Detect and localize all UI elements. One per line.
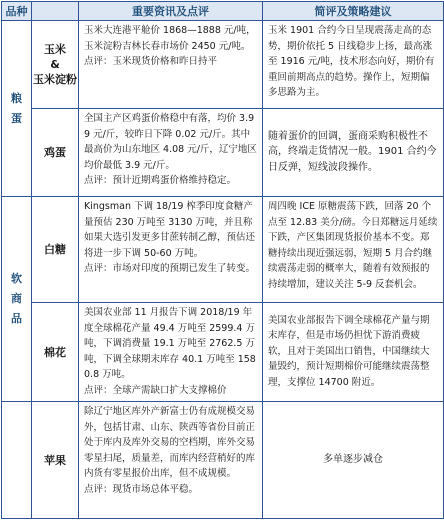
news-apple: 除辽宁地区库外产新富士仍有成规模交易外，包括甘肃、山东、陕西等省份目前正处于库内及库外交易的空档期，库外交易零星扫尾，质量差，而库内经营稍好的库内货有零星报价出库，但不成规模。 点评：现货市场总体平稳。 xyxy=(79,402,263,519)
strategy-corn: 玉米 1901 合约今日呈现震荡走高的态势，期价依托 5 日线稳步上扬，最高涨至 1916 元/吨，技术形态向好，期价有重回前期高点的趋势。操作上，短期偏多思路为主。 xyxy=(263,21,444,109)
table-row xyxy=(2,303,444,402)
strategy-cotton: 美国农业部报告下调全球棉花产量与期末库存，但是市场仍担忧下游消费疲软，且对于美国出口销售，中国继续大量毁约，预计短期棉价可能继续震荡整理，支撑位 14700 附近。 xyxy=(263,303,444,402)
header-news: 重要资讯及点评 xyxy=(79,2,263,21)
header-row xyxy=(2,2,444,21)
header-strategy: 简评及策略建议 xyxy=(263,2,444,21)
variety-corn: 玉米 & 玉米淀粉 xyxy=(32,21,79,109)
strategy-sugar: 周四晚 ICE 原糖震荡下跌，回落 20 个点至 12.83 美分/磅。今日郑糖远月延续下跌，产区集团现货报价基本不变。郑糖持续出现近强远弱，短期 5 月合约继续震荡走弱的概率大，随着有效预报的持续增加，建议关注 5-9 反套机会。 xyxy=(263,197,444,303)
header-category: 品种 xyxy=(2,2,32,21)
strategy-apple: 多单逐步减仓 xyxy=(263,402,444,519)
header-variety-blank xyxy=(32,2,79,21)
news-cotton: 美国农业部 11 月报告下调 2018/19 年度全球棉花产量 49.4 万吨至 2599.4 万吨，下调消费量 19.1 万吨至 2762.5 万吨，下调全球期末库存 40.1 万吨至 1580.8 万吨。 点评：全球产需缺口扩大支撑棉价 xyxy=(79,303,263,402)
table-row xyxy=(2,109,444,197)
table-row xyxy=(2,197,444,303)
strategy-egg: 随着蛋价的回调，蛋商采购积极性不高，终端走货情况一般。1901 合约今日反弹，短线波段操作。 xyxy=(263,109,444,197)
news-sugar: Kingsman 下调 18/19 榨季印度食糖产量预估 230 万吨至 3130 万吨，并且称如果大选引发更多甘蔗转制乙醇，预估还将进一步下调 50-60 万吨。 点评：市场对印度的预期已发生了转变。 xyxy=(79,197,263,303)
category-blank xyxy=(2,402,32,519)
variety-apple: 苹果 xyxy=(32,402,79,519)
variety-sugar: 白糖 xyxy=(32,197,79,303)
news-egg: 全国主产区鸡蛋价格稳中有落，均价 3.99 元/斤，较昨日下降 0.02 元/斤。其中最高价为山东地区 4.08 元/斤，辽宁地区均价最低 3.9 元/斤。 点评：预计近期鸡蛋价格维持稳定。 xyxy=(79,109,263,197)
market-report-table xyxy=(1,1,444,519)
variety-egg: 鸡蛋 xyxy=(32,109,79,197)
news-corn: 玉米大连港平舱价 1868—1888 元/吨，玉米淀粉吉林长春市场价 2450 元/吨。 点评：玉米现货价格和昨日持平 xyxy=(79,21,263,109)
category-soft-commodities: 软 商 品 xyxy=(2,197,32,402)
table-row xyxy=(2,402,444,519)
category-grain-egg: 粮 蛋 xyxy=(2,21,32,197)
table-row xyxy=(2,21,444,109)
variety-cotton: 棉花 xyxy=(32,303,79,402)
